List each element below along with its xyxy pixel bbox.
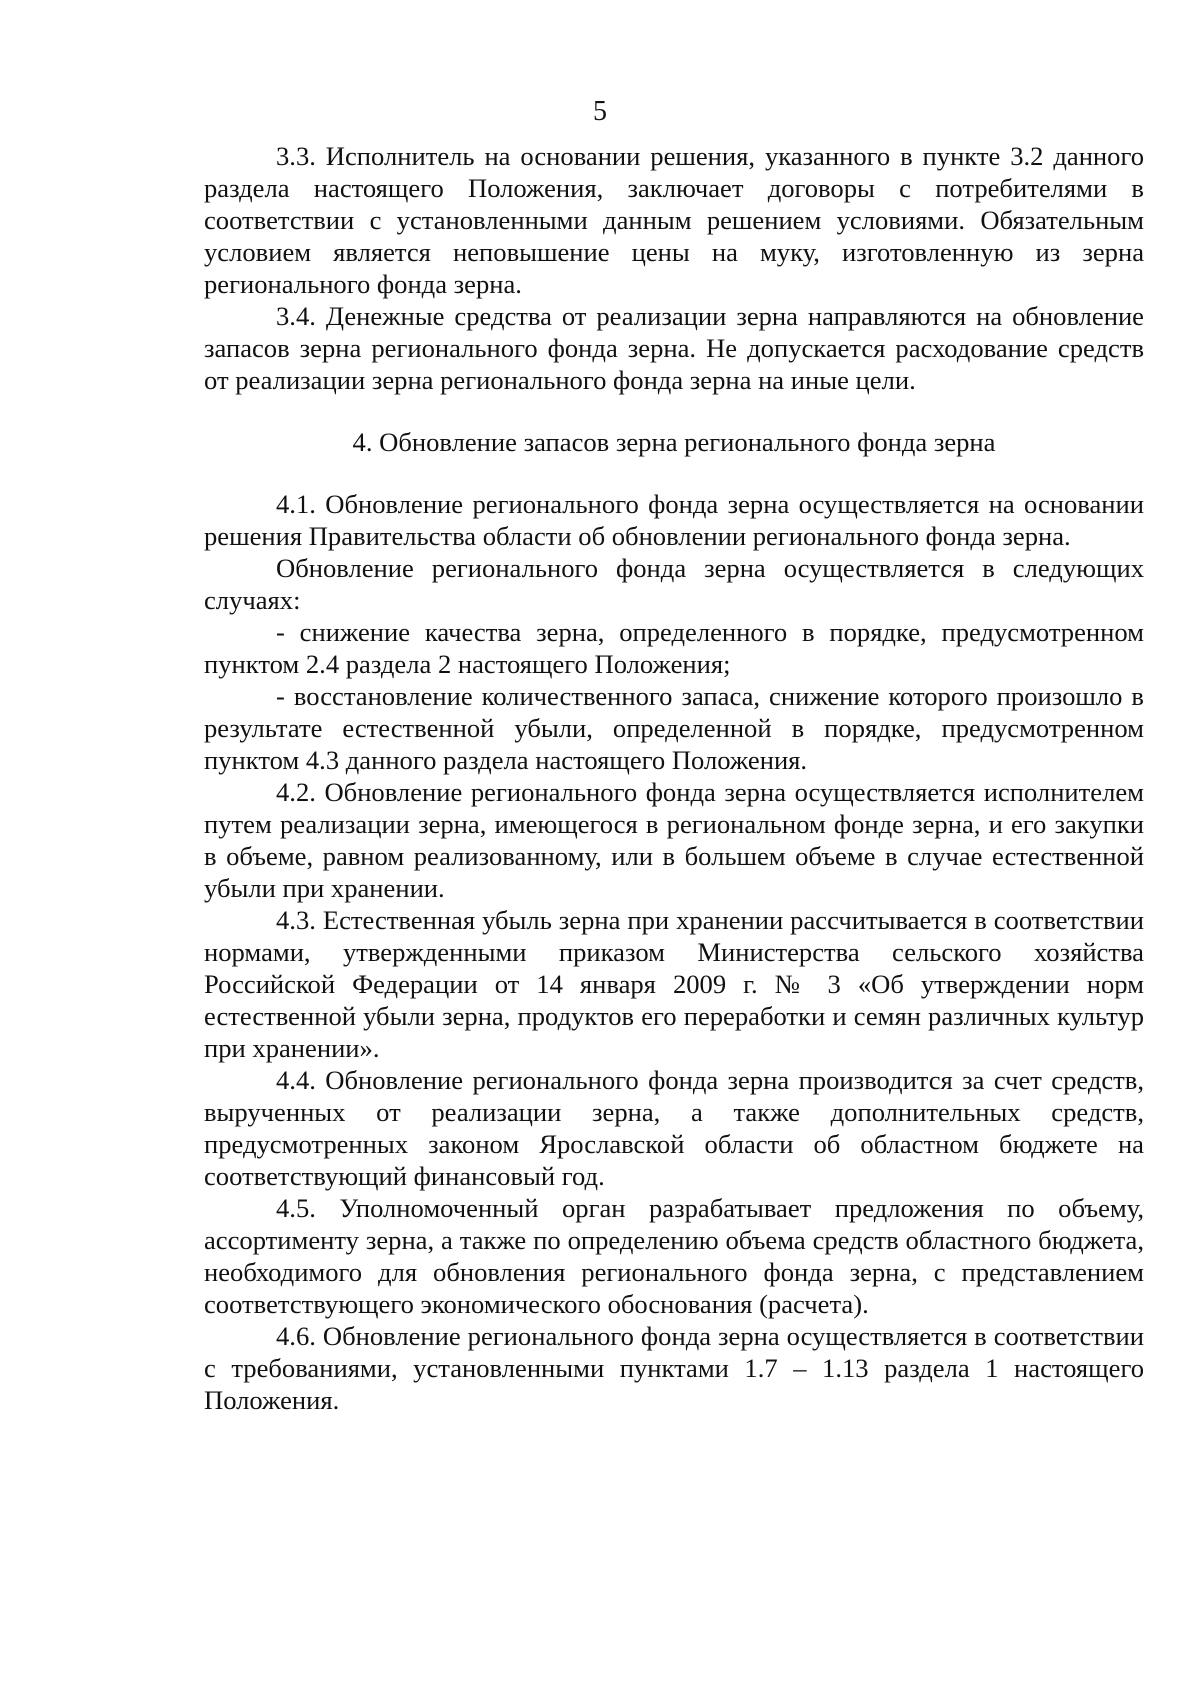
- paragraph-3-4: 3.4. Денежные средства от реализации зерна направляются на обновление запасов зерна регионального фонда зерна. Не допускается расходование средств от реализации зерна регионального фонда зерна на иные цели.: [204, 301, 1144, 395]
- page-number: 5: [593, 96, 607, 127]
- paragraph-4-1: 4.1. Обновление регионального фонда зерна осуществляется на основании решения Правительства области об обновлении регионального фонда зерна.: [204, 489, 1144, 551]
- section-heading: 4. Обновление запасов зерна регионального фонда зерна: [352, 427, 996, 457]
- paragraph-4-5: 4.5. Уполномоченный орган разрабатывает предложения по объему, ассортименту зерна, а также по определению объема средств областного бюджета, необходимого для обновления регионального фонда зерна, с представлением соответствующего экономического обоснования (расчета).: [204, 1193, 1144, 1319]
- paragraph-4-6: 4.6. Обновление регионального фонда зерна осуществляется в соответствии с требованиями, установленными пунктами 1.7 – 1.13 раздела 1 настоящего Положения.: [204, 1321, 1144, 1415]
- paragraph-4-4: 4.4. Обновление регионального фонда зерна производится за счет средств, вырученных от реализации зерна, а также дополнительных средств, предусмотренных законом Ярославской области об областном бюджете на соответствующий финансовый год.: [204, 1065, 1144, 1191]
- list-item-quality-decrease: - снижение качества зерна, определенного в порядке, предусмотренном пунктом 2.4 раздела 2 настоящего Положения;: [204, 617, 1144, 679]
- paragraph-4-2: 4.2. Обновление регионального фонда зерна осуществляется исполнителем путем реализации зерна, имеющегося в региональном фонде зерна, и его закупки в объеме, равном реализованному, или в большем объеме в случае естественной убыли при хранении.: [204, 777, 1144, 903]
- paragraph-3-3: 3.3. Исполнитель на основании решения, указанного в пункте 3.2 данного раздела настоящего Положения, заключает договоры с потребителями в соответствии с установленными данным решением условиями. Обязательным условием является неповышение цены на муку, изготовленную из зерна регионального фонда зерна.: [204, 141, 1144, 299]
- paragraph-renewal-cases: Обновление регионального фонда зерна осуществляется в следующих случаях:: [204, 553, 1144, 615]
- document-body: [204, 140, 1144, 1416]
- list-item-stock-restoration: - восстановление количественного запаса, снижение которого произошло в результате естественной убыли, определенной в порядке, предусмотренном пунктом 4.3 данного раздела настоящего Положения.: [204, 681, 1144, 775]
- paragraph-4-3: 4.3. Естественная убыль зерна при хранении рассчитывается в соответствии нормами, утвержденными приказом Министерства сельского хозяйства Российской Федерации от 14 января 2009 г. № 3 «Об утверждении норм естественной убыли зерна, продуктов его переработки и семян различных культур при хранении».: [204, 905, 1144, 1063]
